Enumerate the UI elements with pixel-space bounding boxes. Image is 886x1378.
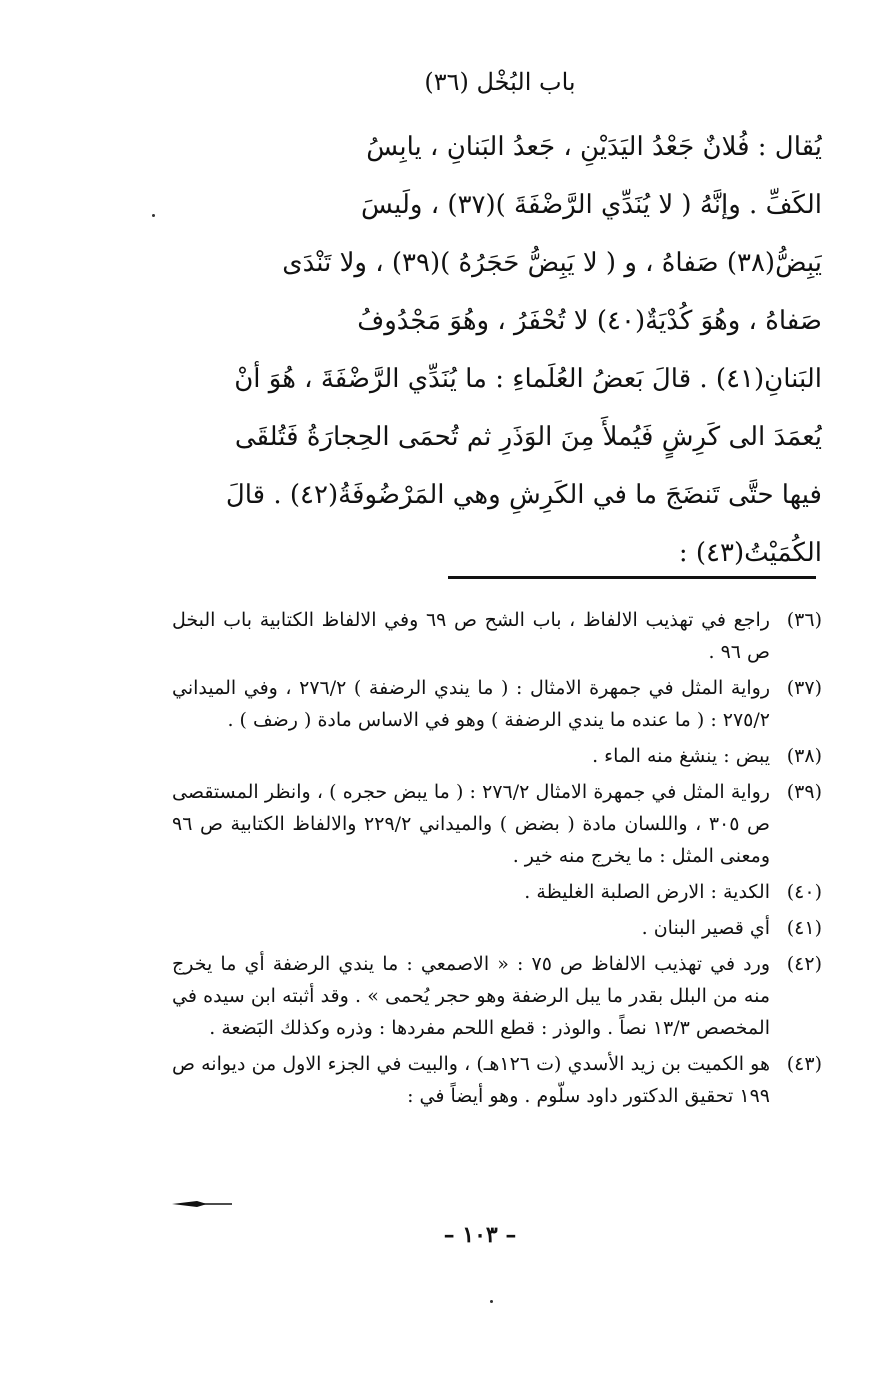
page-number: – ١٠٣ – (443, 1222, 517, 1248)
footnotes (172, 604, 822, 1116)
main-text (172, 118, 822, 582)
chapter-title: باب البُخْل (٣٦) (424, 68, 576, 96)
text-line: يُقال : فُلانٌ جَعْدُ اليَدَيْنِ ، جَعدُ البَنانِ ، يابِسُ (366, 132, 822, 162)
footnote (172, 948, 822, 1044)
footnote-number: (٣٩) (786, 781, 822, 803)
footnote-text: رواية المثل في جمهرة الامثال ٢٧٦/٢ : ( ما يبض حجره ) ، وانظر المستقصى ص ٣٠٥ ، واللسان مادة ( بضض ) والميداني ٢٢٩/٢ والالفاظ الكتابية ص ٩٦ ومعنى المثل : ما يخرج منه خير . (172, 781, 770, 867)
footnote (172, 672, 822, 736)
footnote (172, 912, 822, 944)
footnote (172, 776, 822, 872)
text-line: فيها حتَّى تَنضَجَ ما في الكَرِشِ وهي المَرْضُوفَةُ(٤٢) . قالَ (225, 480, 822, 510)
footnote-number: (٤٠) (786, 881, 822, 903)
footnote-text: راجع في تهذيب الالفاظ ، باب الشح ص ٦٩ وفي الالفاظ الكتابية باب البخل ص ٩٦ . (172, 609, 770, 663)
footnote-number: (٣٦) (786, 609, 822, 631)
footnote (172, 604, 822, 668)
text-line: البَنانِ(٤١) . قالَ بَعضُ العُلَماءِ : ما يُنَدِّي الرَّضْفَةَ ، هُوَ أنْ (234, 364, 822, 394)
footnote-number: (٤٢) (786, 953, 822, 975)
text-line: الكَفِّ . وإنَّهُ ( لا يُنَدِّي الرَّضْفَةَ )(٣٧) ، ولَيسَ (361, 190, 822, 220)
footnote (172, 740, 822, 772)
footnote-number: (٣٧) (786, 677, 822, 699)
footnote-number: (٣٨) (786, 745, 822, 767)
footnote-text: هو الكميت بن زيد الأسدي (ت ١٢٦هـ) ، والبيت في الجزء الاول من ديوانه ص ١٩٩ تحقيق الدكتور داود سلّوم . وهو أيضاً في : (172, 1053, 770, 1107)
text-line: يُعمَدَ الى كَرِشٍ فَيُملأَ مِنَ الوَذَرِ ثم تُحمَى الحِجارَةُ فَتُلقَى (234, 422, 822, 452)
speck (152, 214, 155, 217)
continuation-mark (172, 1200, 232, 1208)
footnote (172, 1048, 822, 1112)
footnote-number: (٤٣) (786, 1053, 822, 1075)
footnote (172, 876, 822, 908)
footnote-separator (448, 576, 816, 579)
text-line: الكُمَيْتُ(٤٣) : (678, 538, 822, 568)
footnote-text: يبض : ينشغ منه الماء . (592, 745, 770, 767)
speck (490, 1300, 493, 1303)
footnote-text: رواية المثل في جمهرة الامثال : ( ما يندي الرضفة ) ٢٧٦/٢ ، وفي الميداني ٢٧٥/٢ : ( ما عنده ما يندي الرضفة ) وهو في الاساس مادة ( رضف ) . (172, 677, 770, 731)
footnote-text: الكدية : الارض الصلبة الغليظة . (524, 881, 770, 903)
text-line: صَفاهُ ، وهُوَ كُدْيَةٌ(٤٠) لا تُحْفَرُ ، وهُوَ مَجْدُوفُ (357, 306, 822, 336)
footnote-text: أي قصير البنان . (641, 917, 770, 939)
footnote-number: (٤١) (786, 917, 822, 939)
footnote-text: ورد في تهذيب الالفاظ ص ٧٥ : « الاصمعي : ما يندي الرضفة أي ما يخرج منه من البلل بقدر ما يبل الرضفة وهو حجر يُحمى » . وقد أثبته ابن سيده في المخصص ١٣/٣ نصاً . والوذر : قطع اللحم مفردها : وذره وكذلك البَضعة . (172, 953, 770, 1039)
text-line: يَبِضُّ(٣٨) صَفاهُ ، و ( لا يَبِضُّ حَجَرُهُ )(٣٩) ، ولا تَنْدَى (282, 248, 822, 278)
